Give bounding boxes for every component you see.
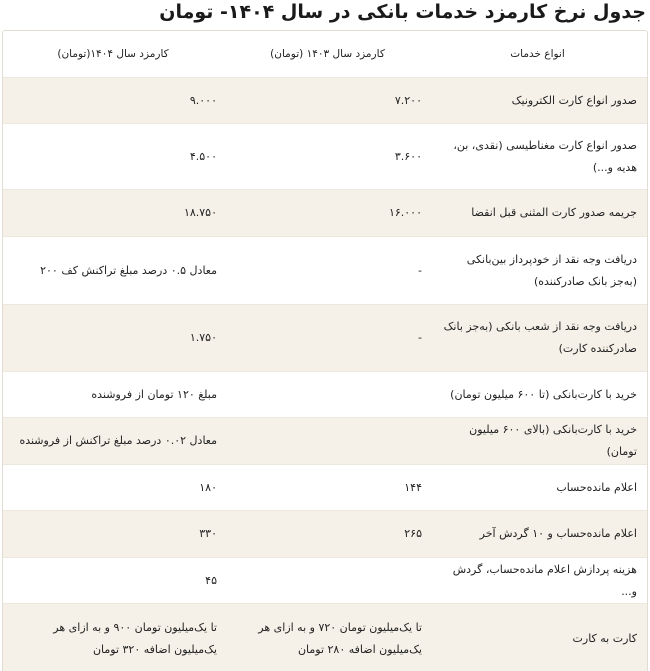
service-cell: اعلام مانده‌حساب و ۱۰ گردش آخر: [479, 527, 637, 540]
header-fee-1403: کارمزد سال ۱۴۰۳ (تومان): [270, 48, 385, 60]
fee-1403-cell: -: [418, 263, 422, 277]
table-row: [3, 558, 647, 604]
fee-1404-cell: ۴۵: [205, 573, 217, 587]
table-row: [3, 305, 647, 372]
fee-1404-cell: مبلغ ۱۲۰ تومان از فروشنده: [91, 387, 217, 401]
fee-table: [2, 30, 648, 671]
header-service-type: انواع خدمات: [510, 48, 565, 60]
service-cell: صدور انواع کارت مغناطیسی (نقدی، بن، هدیه و...): [453, 138, 637, 174]
fee-1404-cell: تا یک‌میلیون تومان ۹۰۰ و به ازای هر یک‌میلیون اضافه ۳۲۰ تومان: [53, 620, 217, 656]
service-cell: خرید با کارت‌بانکی (تا ۶۰۰ میلیون تومان): [450, 387, 637, 401]
header-fee-1404: کارمزد سال ۱۴۰۴(تومان): [57, 48, 169, 60]
fee-1403-cell: ۱۴۴: [404, 480, 422, 494]
service-cell: هزینه پردازش اعلام مانده‌حساب، گردش و...: [452, 562, 637, 598]
table-row: [3, 372, 647, 418]
service-cell: کارت به کارت: [572, 631, 637, 645]
fee-1403-cell: ۱۶.۰۰۰: [388, 206, 422, 219]
service-cell: جریمه صدور کارت المثنی قبل انقضا: [471, 206, 637, 219]
service-cell: خرید با کارت‌بانکی (بالای ۶۰۰ میلیون تومان): [469, 423, 637, 458]
fee-1403-cell: ۷.۲۰۰: [394, 93, 422, 107]
service-cell: صدور انواع کارت الکترونیک: [511, 93, 637, 107]
table-row: [3, 511, 647, 558]
table-row: [3, 78, 647, 124]
table-row: [3, 124, 647, 190]
fee-1403-cell: تا یک‌میلیون تومان ۷۲۰ و به ازای هر یک‌میلیون اضافه ۲۸۰ تومان: [258, 620, 422, 656]
table-row: [3, 604, 647, 671]
fee-1404-cell: ۱۸.۷۵۰: [183, 206, 217, 219]
table-row: [3, 190, 647, 237]
service-cell: اعلام مانده‌حساب: [556, 480, 637, 494]
table-row: [3, 418, 647, 465]
fee-1403-cell: -: [418, 331, 422, 344]
fee-1404-cell: ۱۸۰: [199, 480, 217, 494]
table-header-row: [3, 31, 647, 78]
fee-1403-cell: ۲۶۵: [404, 527, 422, 540]
fee-1404-cell: ۱.۷۵۰: [189, 331, 217, 344]
fee-1404-cell: ۳۳۰: [199, 527, 217, 540]
fee-1404-cell: ۴.۵۰۰: [189, 149, 217, 163]
service-cell: دریافت وجه نقد از شعب بانکی (به‌جز بانک صادرکننده کارت): [443, 320, 637, 355]
table-row: [3, 465, 647, 511]
fee-1404-cell: معادل ۰.۵ درصد مبلغ تراکنش کف ۲۰۰: [40, 263, 217, 277]
fee-1403-cell: ۳.۶۰۰: [394, 149, 422, 163]
service-cell: دریافت وجه نقد از خودپرداز بین‌بانکی (به‌جز بانک صادرکننده): [466, 252, 637, 288]
fee-1404-cell: ۹.۰۰۰: [189, 93, 217, 107]
page-title: جدول نرخ کارمزد خدمات بانکی در سال ۱۴۰۴- تومان: [159, 1, 646, 23]
fee-1404-cell: معادل ۰.۰۲ درصد مبلغ تراکنش از فروشنده: [19, 434, 217, 447]
table-row: [3, 237, 647, 305]
